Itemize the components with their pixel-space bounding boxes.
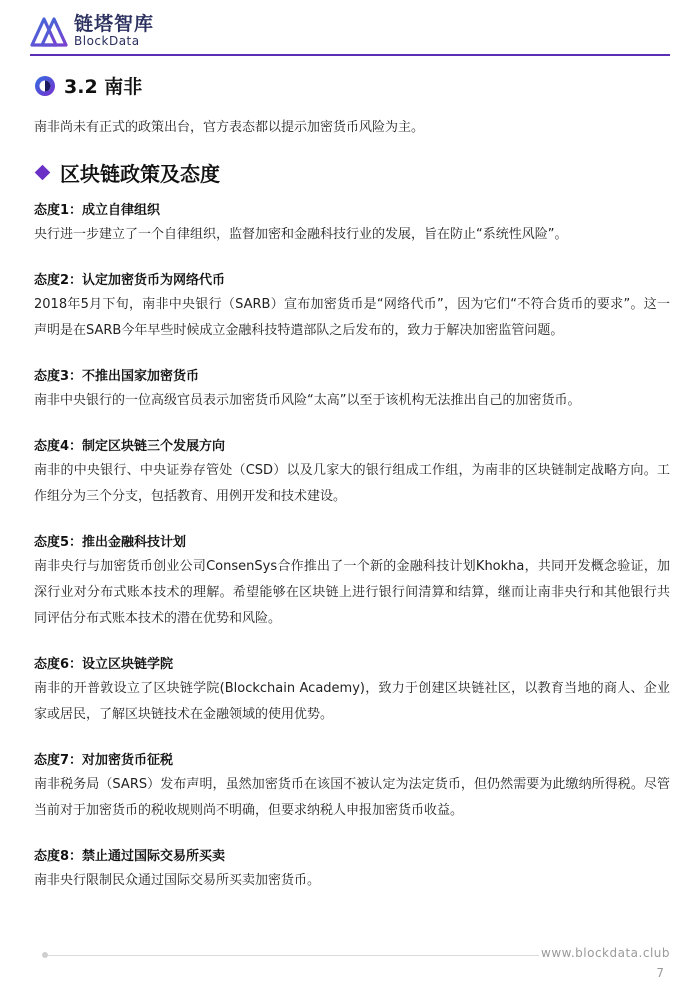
stance-title: 态度2：认定加密货币为网络代币: [34, 273, 226, 288]
page-number: 7: [656, 966, 664, 980]
stance-body: 央行进一步建立了一个自律组织，监督加密和金融科技行业的发展，旨在防止“系统性风险”。: [34, 227, 568, 242]
brand-name-cn: 链塔智库: [74, 13, 155, 35]
section-intro: 南非尚未有正式的政策出台，官方表态都以提示加密货币风险为主。: [34, 120, 425, 135]
section-heading: [34, 72, 142, 99]
stance-body: 南非税务局（SARS）发布声明，虽然加密货币在该国不被认定为法定货币，但仍然需要为此缴纳所得税。尽管当前对于加密货币的税收规则尚不明确，但要求纳税人申报加密货币收益。: [34, 777, 670, 818]
stance-title: 态度7：对加密货币征税: [34, 753, 174, 768]
diamond-bullet-icon: [35, 165, 51, 181]
stance-title: 态度4：制定区块链三个发展方向: [34, 439, 226, 454]
stance-body: 南非的开普敦设立了区块链学院(Blockchain Academy)，致力于创建区块链社区，以教育当地的商人、企业家或居民，了解区块链技术在金融领域的使用优势。: [34, 681, 670, 722]
stance-body: 2018年5月下旬，南非中央银行（SARB）宣布加密货币是“网络代币”，因为它们“不符合货币的要求”。这一声明是在SARB今年早些时候成立金融科技特遣部队之后发布的，致力于解决加密监管问题。: [34, 297, 670, 338]
brand-text: [74, 14, 154, 48]
section-title: 3.2 南非: [64, 76, 143, 98]
footer-dot-icon: [42, 952, 48, 958]
stance-body: 南非央行限制民众通过国际交易所买卖加密货币。: [34, 873, 321, 888]
stance-body: 南非央行与加密货币创业公司ConsenSys合作推出了一个新的金融科技计划Khokha，共同开发概念验证，加深行业对分布式账本技术的理解。希望能够在区块链上进行银行间清算和结算，继而让南非央行和其他银行共同评估分布式账本技术的潜在优势和风险。: [34, 559, 670, 626]
stance-title: 态度6：设立区块链学院: [34, 657, 174, 672]
stance-body: 南非的中央银行、中央证券存管处（CSD）以及几家大的银行组成工作组，为南非的区块链制定战略方向。工作组分为三个分支，包括教育、用例开发和技术建设。: [34, 463, 670, 504]
brand-name-en: BlockData: [74, 34, 140, 48]
stance-title: 态度3：不推出国家加密货币: [34, 369, 200, 384]
stance-title: 态度5：推出金融科技计划: [34, 535, 187, 550]
section-bullet-icon: [34, 75, 56, 97]
stance-body: 南非中央银行的一位高级官员表示加密货币风险“太高”以至于该机构无法推出自己的加密货币。: [34, 393, 581, 408]
subsection-title: 区块链政策及态度: [60, 162, 220, 186]
footer-url: www.blockdata.club: [541, 946, 670, 960]
stance-item: [34, 366, 670, 414]
header-divider: [30, 54, 670, 56]
stance-item: [34, 270, 670, 344]
brand-header: [30, 14, 154, 48]
stance-title: 态度8：禁止通过国际交易所买卖: [34, 849, 226, 864]
stance-item: [34, 532, 670, 632]
stance-item: [34, 654, 670, 728]
stance-item: [34, 436, 670, 510]
stance-item: [34, 750, 670, 824]
stance-title: 态度1：成立自律组织: [34, 203, 161, 218]
stance-item: [34, 846, 670, 894]
stance-list: [34, 200, 670, 916]
stance-item: [34, 200, 670, 248]
subsection-heading: [34, 158, 220, 187]
footer-divider: [44, 955, 539, 956]
blockdata-logo-icon: [30, 15, 68, 47]
